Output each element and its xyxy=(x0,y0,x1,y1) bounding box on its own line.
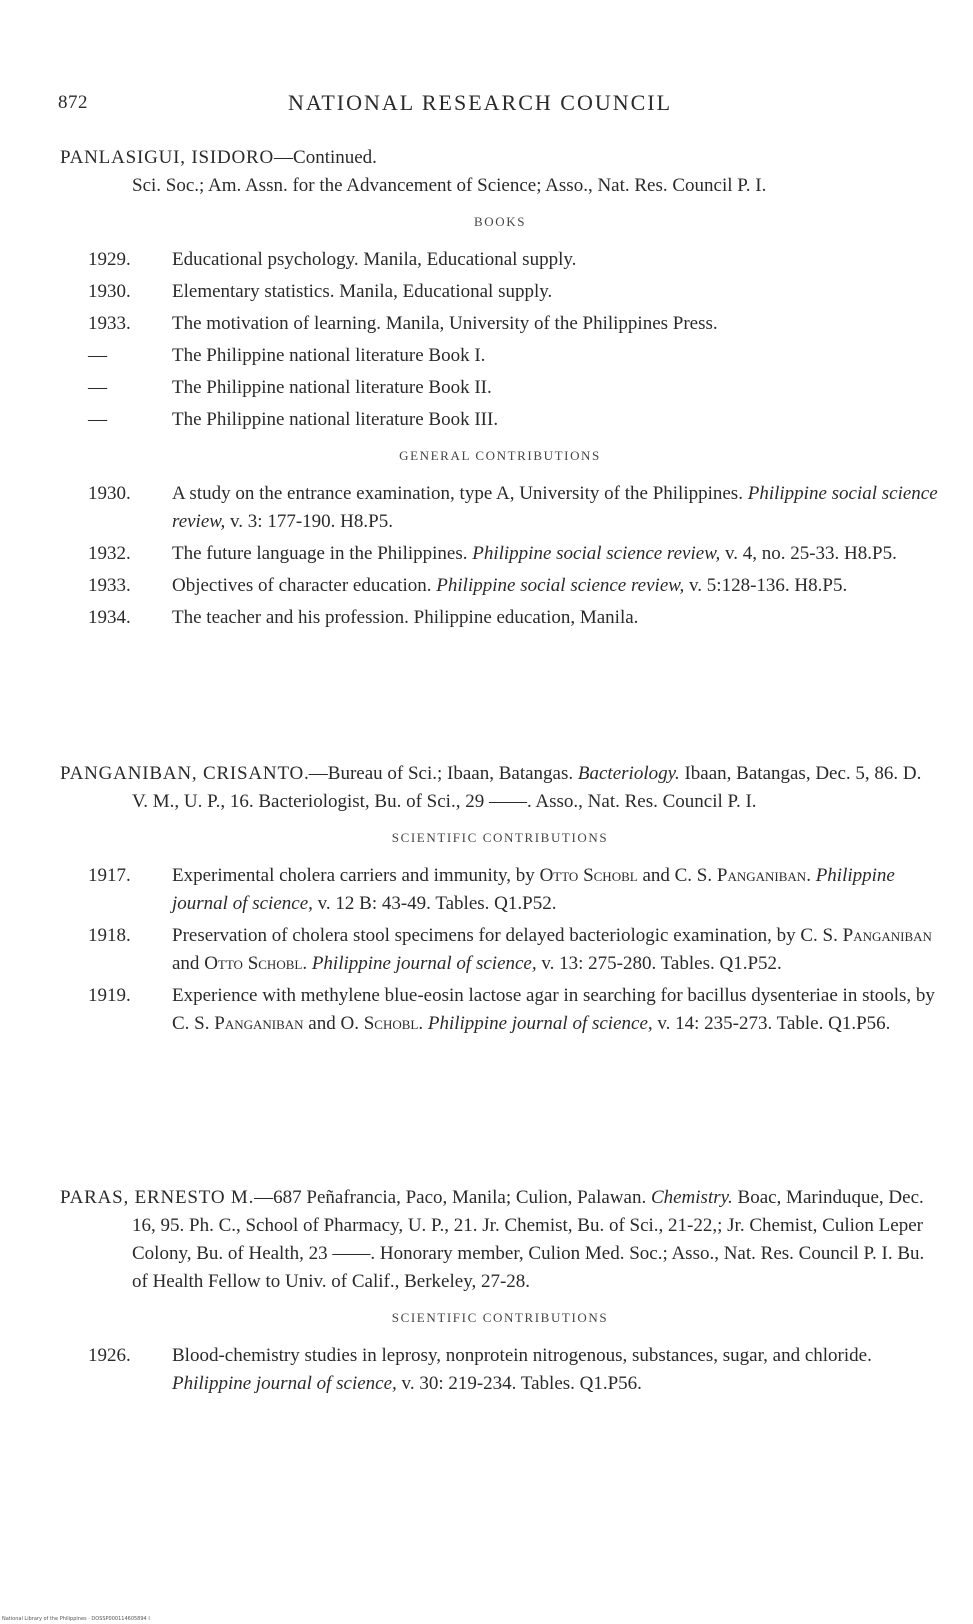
item-author-1: Otto Schobl xyxy=(539,865,638,886)
entry-name: PARAS, ERNESTO M. xyxy=(60,1187,255,1208)
entry-intro: .—Bureau of Sci.; Ibaan, Batangas. xyxy=(304,763,578,784)
scan-footer: National Library of the Philippines · DOSSP000114605894 I xyxy=(2,1616,150,1622)
item-text: Educational psychology. Manila, Educational supply. xyxy=(172,249,577,270)
entry-heading xyxy=(60,144,940,200)
item-text: The Philippine national literature Book III. xyxy=(172,409,499,430)
item-year: — xyxy=(88,377,107,398)
item-journal: Philippine social science review, xyxy=(436,575,685,596)
section-title-scientific-contributions: SCIENTIFIC CONTRIBUTIONS xyxy=(391,1310,609,1325)
item-author-2: Schobl xyxy=(363,1013,419,1034)
list-item xyxy=(60,480,940,536)
list-item xyxy=(60,374,940,402)
item-year: 1917. xyxy=(88,865,131,886)
item-citation: v. 3: 177-190. H8.P5. xyxy=(225,511,393,532)
entry-bio: Ibaan, Batangas, Dec. 5, 86. D. V. M., U. P., 16. Bacteriologist, Bu. of Sci., 29 ——. Asso., Nat. Res. Council P. I. xyxy=(132,763,922,812)
entry-continuation: Sci. Soc.; Am. Assn. for the Advancement of Science; Asso., Nat. Res. Council P. I. xyxy=(132,175,767,196)
item-text-a: Preservation of cholera stool specimens for delayed bacteriologic examination, by C. S. xyxy=(172,925,843,946)
section-title-scientific-contributions: SCIENTIFIC CONTRIBUTIONS xyxy=(391,830,609,845)
item-text xyxy=(172,480,940,536)
list-item xyxy=(60,922,940,978)
entry-bio: Boac, Marinduque, Dec. 16, 95. Ph. C., School of Pharmacy, U. P., 21. Jr. Chemist, Bu. of Sci., 21-22,; Jr. Chemist, Culion Leper Colony, Bu. of Health, 23 ——. Honorary member, Culion Med. Soc.; Asso., Nat. Res. Council P. I. Bu. of Health Fellow to Univ. of Calif., Berkeley, 27-28. xyxy=(132,1187,925,1292)
item-author-2: Otto Schobl xyxy=(204,953,303,974)
entry-panganiban xyxy=(60,760,940,1042)
item-year: 1918. xyxy=(88,925,131,946)
contributions-list xyxy=(60,480,940,632)
section-title-books: BOOKS xyxy=(473,214,527,229)
contributions-list xyxy=(60,862,940,1038)
item-citation: v. 14: 235-273. Table. Q1.P56. xyxy=(652,1013,891,1034)
item-year: 1933. xyxy=(88,575,131,596)
item-author-1: Panganiban xyxy=(214,1013,304,1034)
item-citation: v. 4, no. 25-33. H8.P5. xyxy=(720,543,897,564)
item-text-b: and O. xyxy=(303,1013,364,1034)
item-year: 1930. xyxy=(88,483,131,504)
item-title: The teacher and his profession. Philippine education, Manila. xyxy=(172,607,639,628)
item-text: The Philippine national literature Book II. xyxy=(172,377,492,398)
item-year: — xyxy=(88,409,107,430)
list-item xyxy=(60,406,940,434)
item-year: 1926. xyxy=(88,1345,131,1366)
item-year: 1929. xyxy=(88,249,131,270)
item-text: The Philippine national literature Book I. xyxy=(172,345,486,366)
item-text-a: Experience with methylene blue-eosin lactose agar in searching for bacillus dysenteriae in stools, by C. S. xyxy=(172,985,935,1034)
section-title-general-contributions: GENERAL CONTRIBUTIONS xyxy=(399,448,601,463)
entry-heading xyxy=(60,1184,940,1296)
contributions-list xyxy=(60,1342,940,1398)
item-year: 1930. xyxy=(88,281,131,302)
item-journal: Philippine journal of science, xyxy=(172,865,895,914)
item-journal: Philippine social science review, xyxy=(172,483,938,532)
entry-intro: —687 Peñafrancia, Paco, Manila; Culion, Palawan. xyxy=(254,1187,651,1208)
list-item xyxy=(60,1342,940,1398)
item-text xyxy=(172,982,940,1038)
item-text xyxy=(172,922,940,978)
item-journal: Philippine journal of science, xyxy=(172,1373,397,1394)
item-author-2: Panganiban xyxy=(716,865,807,886)
item-title: A study on the entrance examination, type A, University of the Philippines. xyxy=(172,483,748,504)
item-text xyxy=(172,540,940,568)
item-journal: Philippine social science review, xyxy=(472,543,721,564)
list-item xyxy=(60,604,940,632)
item-author-1: Panganiban xyxy=(842,925,932,946)
item-journal: Philippine journal of science, xyxy=(427,1013,653,1034)
page-number: 872 xyxy=(58,92,88,113)
entry-heading xyxy=(60,760,940,816)
item-citation: v. 13: 275-280. Tables. Q1.P52. xyxy=(536,953,782,974)
item-year: 1919. xyxy=(88,985,131,1006)
entry-field: Chemistry. xyxy=(650,1187,733,1208)
list-item xyxy=(60,310,940,338)
item-text-c: . xyxy=(806,865,816,886)
list-item xyxy=(60,246,940,274)
item-title: Objectives of character education. xyxy=(172,575,437,596)
entry-suffix: —Continued. xyxy=(274,147,377,168)
item-text: Elementary statistics. Manila, Educational supply. xyxy=(172,281,553,302)
item-text-c: . xyxy=(418,1013,428,1034)
entry-field: Bacteriology. xyxy=(577,763,680,784)
item-year: 1934. xyxy=(88,607,131,628)
item-title: Blood-chemistry studies in leprosy, nonprotein nitrogenous, substances, sugar, and chloride. xyxy=(172,1345,872,1366)
item-text-c: . xyxy=(302,953,312,974)
item-text: The motivation of learning. Manila, University of the Philippines Press. xyxy=(172,313,718,334)
item-citation: v. 5:128-136. H8.P5. xyxy=(684,575,848,596)
item-text-b: and C. S. xyxy=(637,865,717,886)
item-text xyxy=(172,604,940,632)
entry-panlasigui xyxy=(60,144,940,636)
item-citation: v. 30: 219-234. Tables. Q1.P56. xyxy=(396,1373,642,1394)
item-text xyxy=(172,572,940,600)
entry-name: PANLASIGUI, ISIDORO xyxy=(60,147,275,168)
item-year: 1932. xyxy=(88,543,131,564)
list-item xyxy=(60,982,940,1038)
item-citation: v. 12 B: 43-49. Tables. Q1.P52. xyxy=(312,893,557,914)
item-title: The future language in the Philippines. xyxy=(172,543,473,564)
books-list xyxy=(60,246,940,434)
page-header xyxy=(58,92,938,122)
item-text xyxy=(172,862,940,918)
running-head: NATIONAL RESEARCH COUNCIL xyxy=(288,90,673,115)
entry-name: PANGANIBAN, CRISANTO xyxy=(60,763,305,784)
entry-paras xyxy=(60,1184,940,1402)
item-text-a: Experimental cholera carriers and immunity, by xyxy=(172,865,540,886)
list-item xyxy=(60,342,940,370)
list-item xyxy=(60,862,940,918)
list-item xyxy=(60,572,940,600)
item-year: 1933. xyxy=(88,313,131,334)
list-item xyxy=(60,540,940,568)
item-journal: Philippine journal of science, xyxy=(311,953,537,974)
item-year: — xyxy=(88,345,107,366)
list-item xyxy=(60,278,940,306)
item-text xyxy=(172,1342,940,1398)
item-text-b: and xyxy=(172,953,205,974)
